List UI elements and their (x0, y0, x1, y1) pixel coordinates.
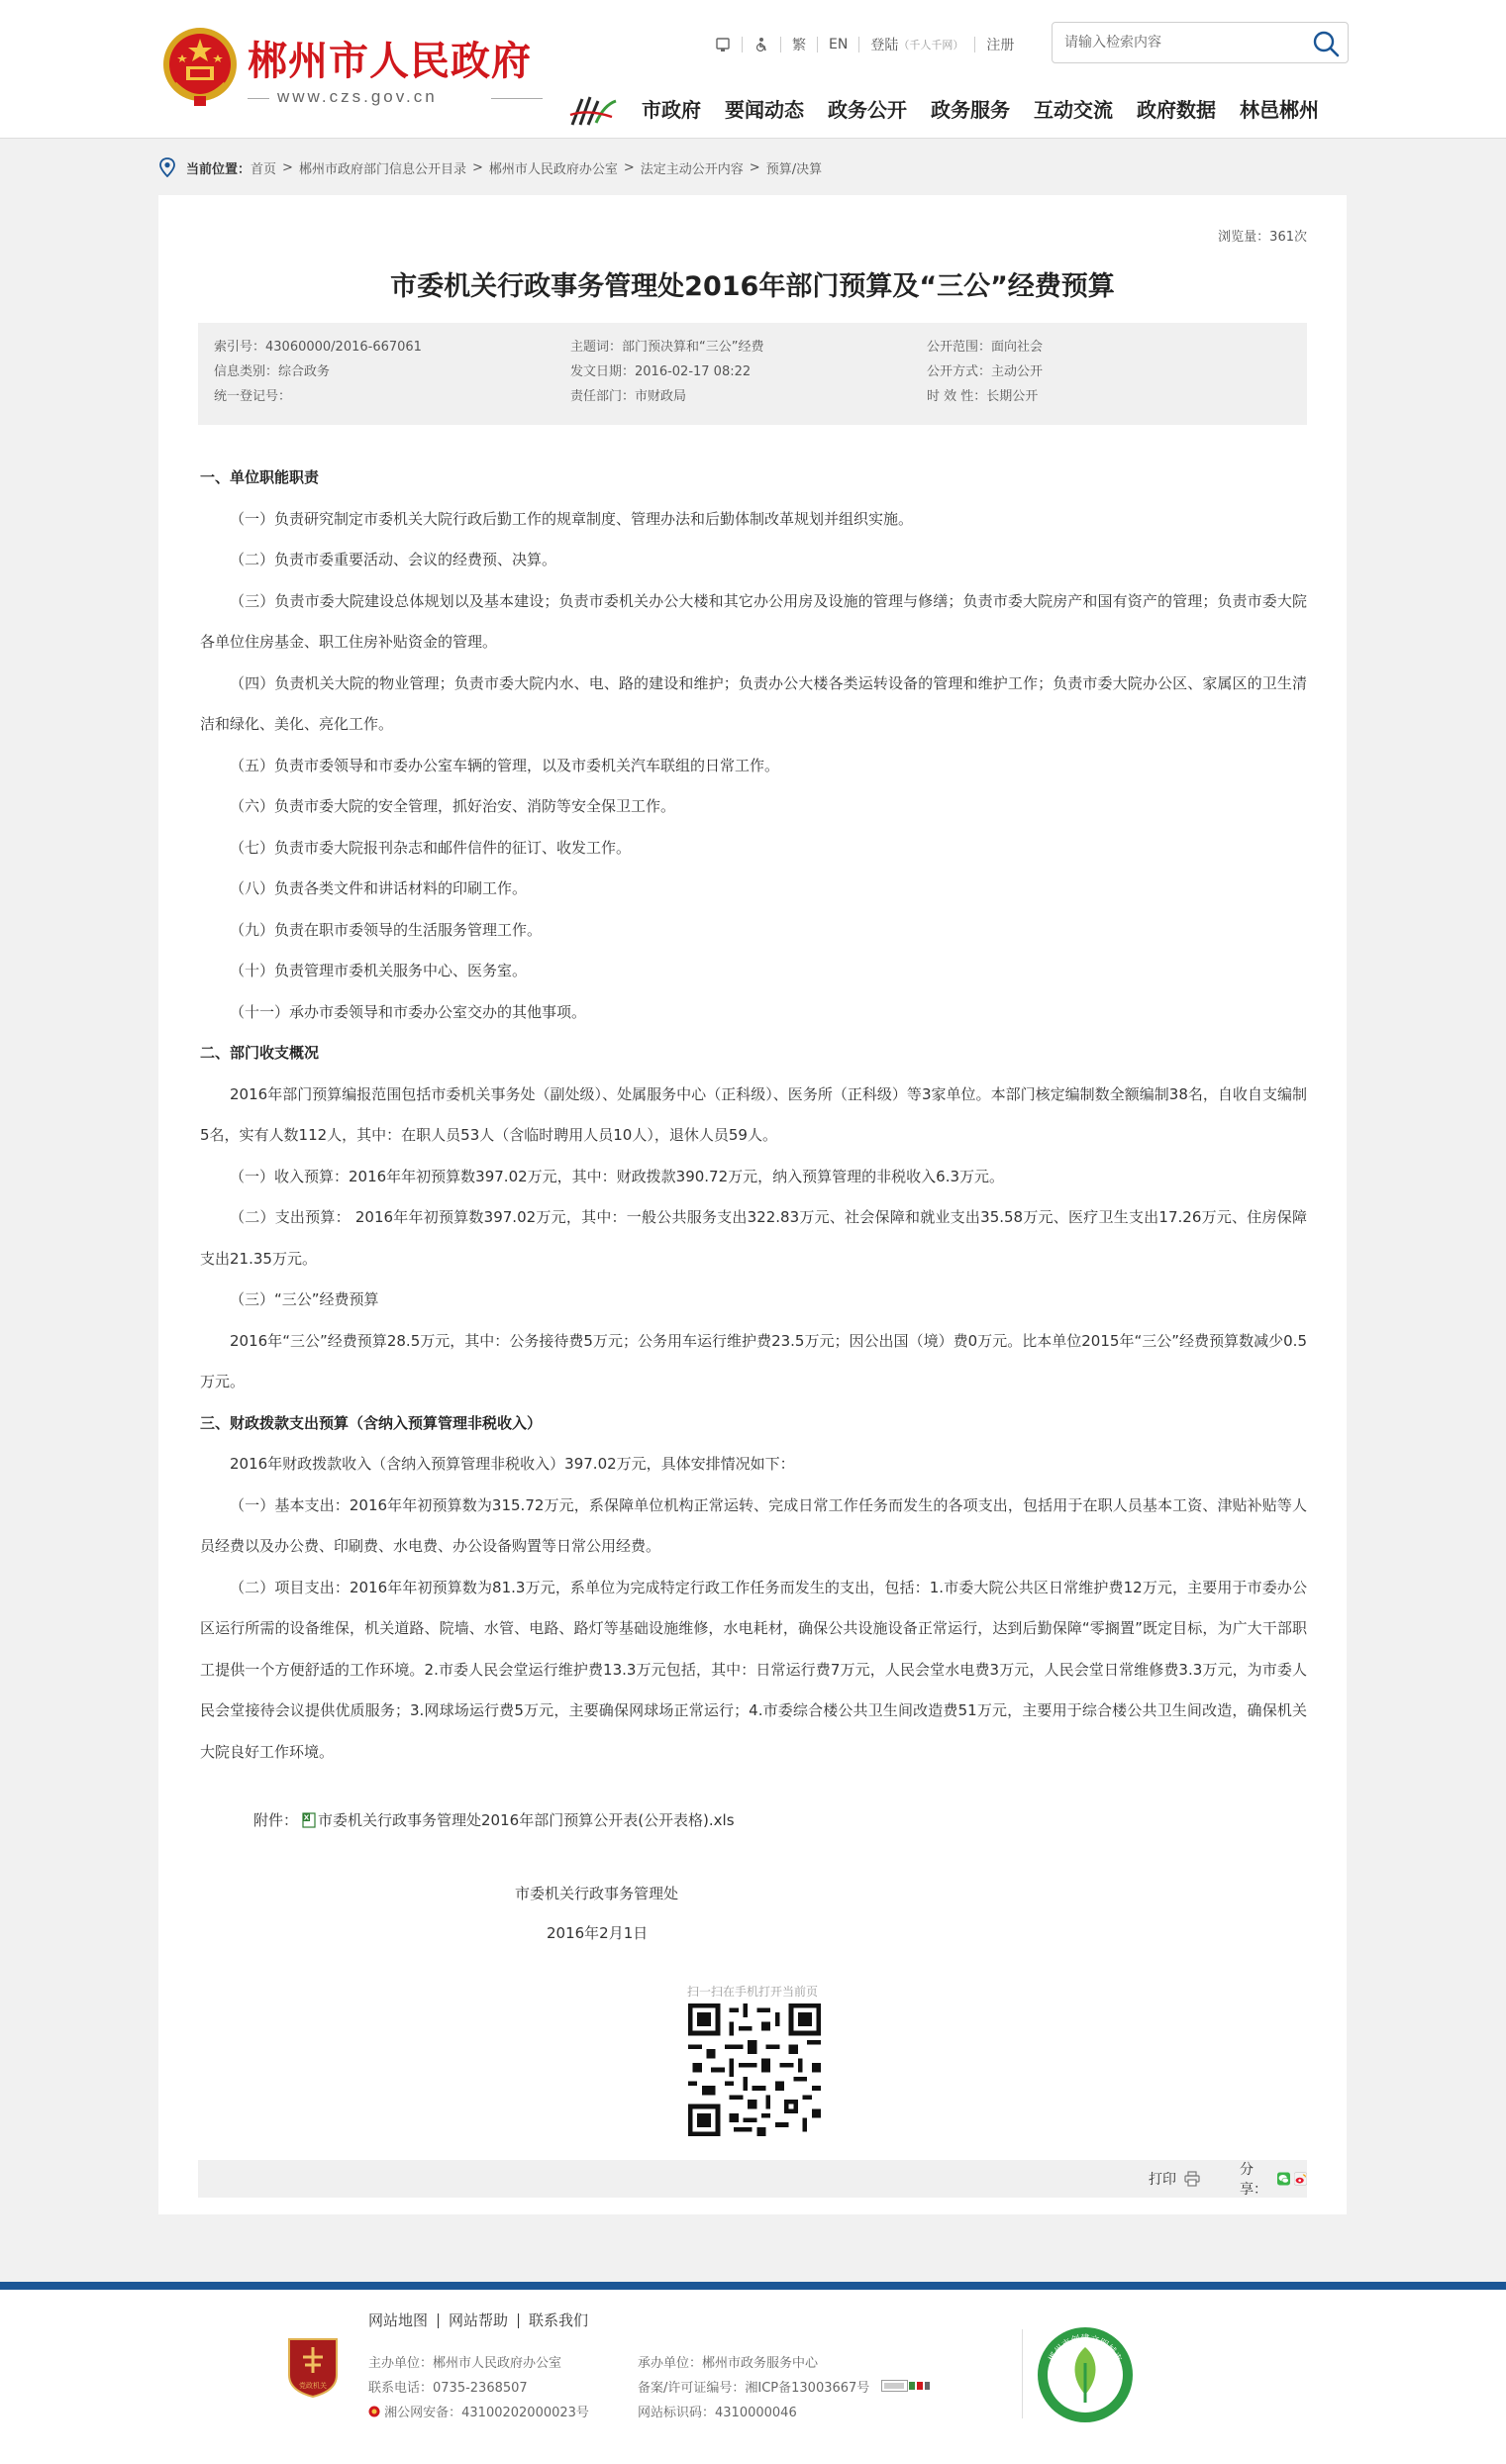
nav-item-data[interactable]: 政府数据 (1137, 98, 1216, 122)
meta-index-no: 索引号：43060000/2016-667061 (214, 340, 422, 355)
meta-subject: 主题词：部门预决算和“三公”经费 (570, 340, 764, 355)
view-count: 浏览量：361次 (1218, 230, 1307, 245)
accessibility-icon (753, 37, 769, 52)
footer-site-code: 网站标识码：4310000046 (638, 2406, 797, 2420)
footer-link-help[interactable]: 网站帮助 (438, 2313, 518, 2328)
meta-date: 发文日期：2016-02-17 08:22 (570, 364, 752, 379)
print-button[interactable] (1149, 2160, 1200, 2198)
wechat-icon[interactable] (1277, 2171, 1290, 2187)
paragraph: （六）负责市委大院的安全管理，抓好治安、消防等安全保卫工作。 (230, 797, 676, 815)
elder-mode-icon (715, 37, 731, 52)
paragraph: （十一）承办市委领导和市委办公室交办的其他事项。 (230, 1002, 587, 1021)
paragraph: （二）项目支出：2016年年初预算数为81.3万元，系单位为完成特定行政工作任务而发生的支出，包括：1.市委大院公共区日常维护费12万元，主要用于市委办公区运行所需的设备维保，机关道路、院墙、水管、电路、路灯等基础设施维修，水电耗材，确保公共设施设备正常运行，达到后勤保障“零搁置”既定目标，为广大干部职工提供一个方便舒适的工作环境。2.市委人民会堂运行维护费13.3万元包括，其中：日常运行费7万元，人民会堂水电费3万元，人民会堂日常维修费3.3万元，为市委人民会堂接待会议提供优质服务；3.网球场运行费5万元，主要确保网球场正常运行；4.市委综合楼公共卫生间改造费51万元，主要用于综合楼公共卫生间改造，确保机关大院良好工作环境。 (200, 1578, 1307, 1761)
header-tools (715, 34, 1025, 55)
divider (491, 98, 543, 99)
tool-traditional[interactable]: 繁 (780, 37, 817, 52)
paragraph: （一）基本支出：2016年年初预算数为315.72万元，系保障单位机构正常运转、完成日常工作任务而发生的各项支出，包括用于在职人员基本工资、津贴补贴等人员经费以及办公费、印刷费、水电费、办公设备购置等日常公用经费。 (200, 1495, 1307, 1555)
paragraph: 2016年“三公”经费预算28.5万元，其中：公务接待费5万元；公务用车运行维护费23.5万元；因公出国（境）费0万元。比本单位2015年“三公”经费预算数减少0.5万元。 (200, 1331, 1307, 1390)
share-bar (1240, 2160, 1307, 2198)
attachment (253, 1809, 735, 1830)
signature: 市委机关行政事务管理处 (515, 1885, 679, 1902)
nav-item-services[interactable]: 政务服务 (931, 98, 1010, 122)
meta-method: 公开方式：主动公开 (927, 364, 1044, 379)
footer-link-sitemap[interactable]: 网站地图 (368, 2311, 429, 2329)
site-header (0, 0, 1506, 139)
login-note: （千人千网） (898, 39, 964, 51)
breadcrumb-item-home[interactable]: 首页 (251, 161, 277, 177)
breadcrumb-item-statutory[interactable]: 法定主动公开内容 (640, 161, 744, 177)
breadcrumb-item-directory[interactable]: 郴州市政府部门信息公开目录 (298, 161, 466, 177)
badge-text: 党政机关 (299, 2382, 327, 2390)
nav-item-disclosure[interactable]: 政务公开 (828, 98, 907, 122)
breadcrumb-item-office[interactable]: 郴州市人民政府办公室 (488, 161, 618, 177)
search-input[interactable] (1053, 23, 1300, 62)
meta-unified-code: 统一登记号： (214, 389, 292, 404)
search-icon[interactable] (1312, 30, 1340, 57)
location-pin-icon (158, 157, 176, 177)
breadcrumb-label: 当前位置： (186, 161, 251, 177)
footer-organizer: 承办单位：郴州市政务服务中心 (638, 2356, 819, 2371)
article-card (158, 195, 1347, 2214)
page-title: 市委机关行政事务管理处2016年部门预算及“三公”经费预算 (390, 271, 1115, 302)
meta-department: 责任部门：市财政局 (570, 389, 687, 404)
section-heading: 一、单位职能职责 (200, 468, 320, 486)
section-heading: 二、部门收支概况 (200, 1044, 320, 1062)
tool-accessibility[interactable] (742, 37, 780, 52)
tool-elder[interactable] (715, 37, 742, 52)
footer-link-contact[interactable]: 联系我们 (518, 2313, 598, 2328)
excel-file-icon (302, 1812, 316, 1828)
qr-caption: 扫一扫在手机打开当前页 (687, 1985, 819, 1999)
paragraph: （三）“三公”经费预算 (230, 1290, 379, 1308)
breadcrumb-separator: > (749, 159, 760, 175)
police-badge-icon (368, 2406, 380, 2417)
divider (248, 98, 269, 99)
print-label: 打印 (1149, 2172, 1176, 2188)
award-text: 郴州市创建文明城市 (1047, 2334, 1124, 2364)
meta-scope: 公开范围：面向社会 (927, 340, 1044, 355)
attachment-link[interactable]: 市委机关行政事务管理处2016年部门预算公开表(公开表格).xls (318, 1811, 735, 1829)
search-box (1052, 22, 1349, 63)
divider (1022, 2329, 1023, 2418)
footer-host: 主办单位：郴州市人民政府办公室 (368, 2356, 562, 2371)
footer-police-record[interactable] (368, 2401, 589, 2425)
printer-icon (1184, 2171, 1200, 2187)
paragraph: （七）负责市委大院报刊杂志和邮件信件的征订、收发工作。 (230, 838, 632, 857)
paragraph: （八）负责各类文件和讲话材料的印刷工作。 (230, 879, 528, 897)
nav-item-news[interactable]: 要闻动态 (725, 98, 804, 122)
footer-phone: 联系电话：0735-2368507 (368, 2381, 528, 2396)
article-body (200, 458, 1307, 1773)
breadcrumb-separator: > (623, 159, 635, 175)
breadcrumb (158, 155, 822, 179)
attachment-label: 附件： (253, 1811, 299, 1829)
sign-date: 2016年2月1日 (547, 1924, 649, 1942)
weibo-icon[interactable] (1294, 2171, 1307, 2187)
share-label: 分享： (1240, 2162, 1267, 2198)
tool-english[interactable]: EN (817, 37, 858, 52)
footer-links (368, 2313, 598, 2328)
meta-category: 信息类别：综合政务 (214, 364, 331, 379)
nav-item-linyi[interactable]: 林邑郴州 (1240, 98, 1319, 122)
document-meta-panel (198, 323, 1307, 425)
tool-register[interactable]: 注册 (974, 37, 1025, 52)
party-government-badge-icon[interactable] (285, 2333, 341, 2399)
forest-city-logo-icon (568, 93, 620, 129)
site-footer (0, 2282, 1506, 2464)
main-nav (642, 95, 1319, 125)
site-url: www.czs.gov.cn (277, 87, 438, 106)
footer-icp[interactable] (638, 2376, 931, 2401)
meta-validity: 时 效 性：长期公开 (927, 389, 1039, 404)
paragraph: 2016年部门预算编报范围包括市委机关事务处（副处级）、处属服务中心（正科级）、医务所（正科级）等3家单位。本部门核定编制数全额编制38名，自收自支编制5名，实有人数112人，其中：在职人员53人（含临时聘用人员10人），退休人员59人。 (200, 1084, 1307, 1144)
paragraph: （二）支出预算： 2016年年初预算数397.02万元，其中：一般公共服务支出322.83万元、社会保障和就业支出35.58万元、医疗卫生支出17.26万元、住房保障支出21.35万元。 (200, 1208, 1307, 1268)
breadcrumb-separator: > (471, 159, 483, 175)
icp-text: 备案/许可证编号：湘ICP备13003667号 (638, 2381, 870, 2396)
civilized-city-award-icon[interactable] (1034, 2323, 1137, 2426)
paragraph: （九）负责在职市委领导的生活服务管理工作。 (230, 920, 543, 939)
paragraph: （五）负责市委领导和市委办公室车辆的管理，以及市委机关汽车联组的日常工作。 (230, 756, 780, 774)
site-title[interactable]: 郴州市人民政府 (248, 38, 532, 84)
paragraph: 2016年财政拨款收入（含纳入预算管理非税收入）397.02万元，具体安排情况如下： (230, 1455, 795, 1473)
paragraph: （三）负责市委大院建设总体规划以及基本建设；负责市委机关办公大楼和其它办公用房及设施的管理与修缮；负责市委大院房产和国有资产的管理；负责市委大院各单位住房基金、职工住房补贴资金的管理。 (200, 591, 1307, 651)
nav-item-government[interactable]: 市政府 (642, 98, 701, 122)
article-toolbar (198, 2160, 1307, 2198)
paragraph: （一）收入预算：2016年年初预算数397.02万元，其中：财政拨款390.72万元，纳入预算管理的非税收入6.3万元。 (230, 1167, 1005, 1185)
national-emblem-icon[interactable] (160, 25, 240, 110)
qr-code-icon (688, 2003, 821, 2136)
breadcrumb-item-budget[interactable]: 预算/决算 (765, 161, 823, 177)
breadcrumb-separator: > (282, 159, 293, 175)
paragraph: （一）负责研究制定市委机关大院行政后勤工作的规章制度、管理办法和后勤体制改革规划并组织实施。 (230, 509, 914, 528)
cnzz-stat-icon[interactable] (881, 2380, 931, 2392)
paragraph: （二）负责市委重要活动、会议的经费预、决算。 (230, 551, 557, 568)
tool-login[interactable] (858, 37, 974, 52)
paragraph: （四）负责机关大院的物业管理；负责市委大院内水、电、路的建设和维护；负责办公大楼各类运转设备的管理和维护工作；负责市委大院办公区、家属区的卫生清洁和绿化、美化、亮化工作。 (200, 673, 1307, 733)
police-record-text: 湘公网安备：43100202000023号 (384, 2406, 589, 2420)
login-label: 登陆 (870, 38, 899, 53)
paragraph: （十）负责管理市委机关服务中心、医务室。 (230, 962, 528, 979)
nav-item-interaction[interactable]: 互动交流 (1034, 98, 1113, 122)
section-heading: 三、财政拨款支出预算（含纳入预算管理非税收入） (200, 1413, 543, 1432)
